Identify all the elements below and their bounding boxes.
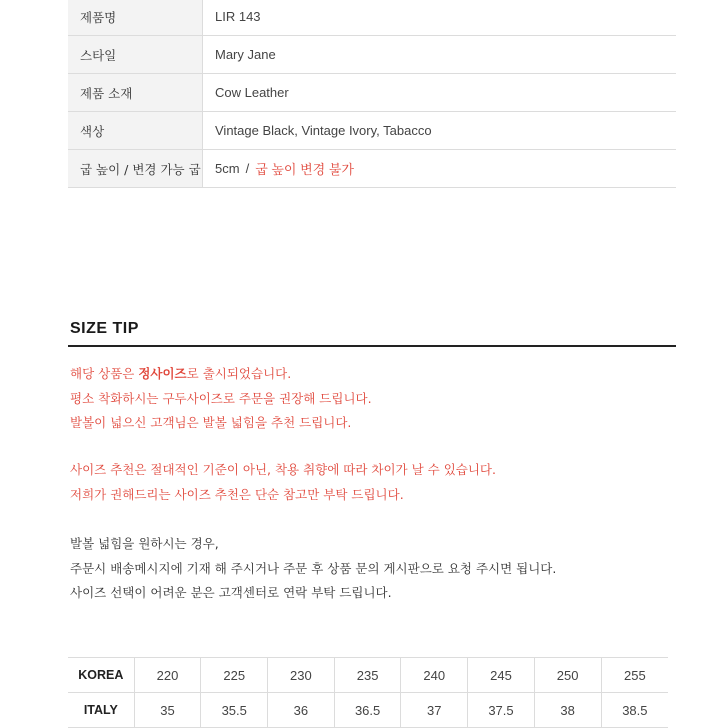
size-cell: 36.5 (335, 693, 402, 727)
size-tip-block-fit (70, 362, 372, 436)
tip-highlight: 정사이즈 (138, 366, 187, 381)
tip-text: 해당 상품은 (70, 366, 139, 381)
heel-height-value: 5cm (215, 161, 240, 176)
size-cell: 38 (535, 693, 602, 727)
tip-line: 발볼 넓힘을 원하시는 경우, (70, 536, 219, 551)
size-cell: 37 (401, 693, 468, 727)
spec-value: Cow Leather (215, 85, 289, 100)
size-tip-block-wide-fit (70, 532, 556, 606)
size-cell: 240 (401, 658, 468, 692)
size-tip-title: SIZE TIP (70, 320, 139, 337)
size-cell: 255 (623, 667, 646, 683)
spec-row-material (68, 74, 676, 112)
size-cell: 225 (201, 658, 268, 692)
spec-row-color (68, 112, 676, 150)
tip-line: 저희가 권해드리는 사이즈 추천은 단순 참고만 부탁 드립니다. (70, 486, 404, 502)
spec-label: 색상 (68, 112, 203, 149)
spec-row-style (68, 36, 676, 74)
tip-line: 주문시 배송메시지에 기재 해 주시거나 주문 후 상품 문의 게시판으로 요청 주시면 됩니다. (70, 560, 557, 576)
spec-value: LIR 143 (215, 9, 261, 24)
spec-row-product-name (68, 0, 676, 36)
tip-line: 사이즈 선택이 어려운 분은 고객센터로 연락 부탁 드립니다. (70, 585, 392, 600)
size-cell: 35 (135, 693, 202, 727)
size-cell: 37.5 (468, 693, 535, 727)
size-row-header: ITALY (68, 693, 135, 727)
spec-value: Vintage Black, Vintage Ivory, Tabacco (215, 123, 432, 138)
size-cell: 220 (135, 658, 202, 692)
product-spec-table (68, 0, 676, 188)
size-cell: 235 (335, 658, 402, 692)
spec-label: 스타일 (68, 36, 203, 73)
size-cell: 250 (535, 658, 602, 692)
size-cell: 245 (468, 658, 535, 692)
size-row-korea (68, 657, 668, 693)
tip-text: 로 출시되었습니다. (186, 366, 292, 381)
spec-label: 제품명 (68, 0, 203, 35)
size-cell: 36 (268, 693, 335, 727)
tip-line: 발볼이 넓으신 고객님은 발볼 넓힘을 추천 드립니다. (70, 415, 352, 430)
size-row-header: KOREA (68, 658, 135, 692)
size-row-italy (68, 693, 668, 728)
spec-value-heel (203, 150, 676, 187)
tip-line: 사이즈 추천은 절대적인 기준이 아닌, 착용 취향에 따라 차이가 날 수 있습니다. (70, 462, 496, 477)
size-tip-divider (68, 345, 676, 347)
separator: / (245, 161, 250, 176)
size-cell: 38.5 (622, 702, 648, 718)
heel-change-note: 굽 높이 변경 불가 (255, 162, 354, 177)
size-cell: 35.5 (201, 693, 268, 727)
size-cell: 230 (268, 658, 335, 692)
size-tip-block-disclaimer (70, 458, 496, 507)
spec-value: Mary Jane (215, 47, 276, 62)
spec-label: 제품 소재 (68, 74, 203, 111)
tip-line: 평소 착화하시는 구두사이즈로 주문을 권장해 드립니다. (70, 390, 372, 406)
spec-row-heel-height (68, 150, 676, 188)
size-conversion-table (68, 657, 668, 728)
tip-line (70, 362, 372, 387)
spec-label: 굽 높이 / 변경 가능 굽 (68, 150, 203, 187)
